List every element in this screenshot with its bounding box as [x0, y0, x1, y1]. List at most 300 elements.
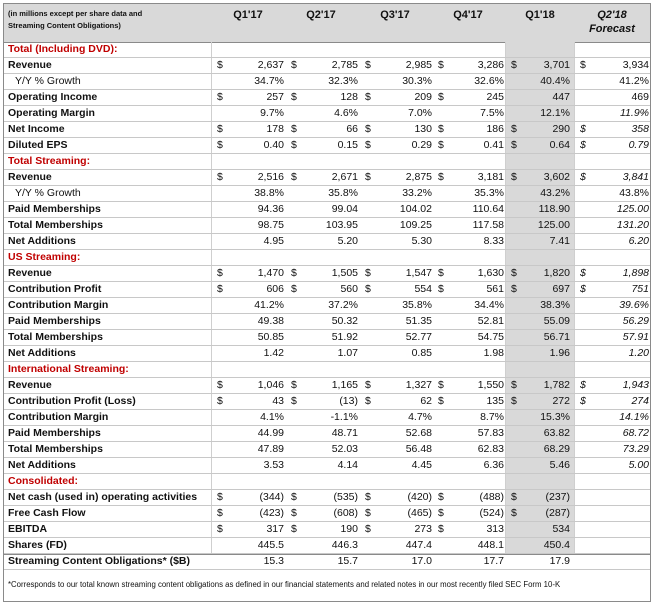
currency-sign: $	[438, 379, 444, 391]
row-label: Contribution Profit (Loss)	[8, 395, 136, 407]
units-note	[8, 8, 208, 32]
table-cell: 0.29	[411, 139, 432, 151]
currency-sign: $	[291, 267, 297, 279]
currency-sign: $	[511, 379, 517, 391]
table-row	[4, 378, 650, 394]
table-cell: 447.4	[405, 539, 432, 551]
col-header-forecast	[576, 8, 648, 36]
table-cell: 51.92	[331, 331, 358, 343]
row-label: Free Cash Flow	[8, 507, 86, 519]
section-label: Total Streaming:	[8, 155, 91, 167]
table-cell: 33.2%	[402, 187, 432, 199]
table-row	[4, 202, 650, 218]
table-cell: 0.40	[263, 139, 284, 151]
col-header-q2-17: Q2'17	[306, 9, 336, 21]
table-cell: 7.0%	[408, 107, 432, 119]
currency-sign: $	[580, 59, 586, 71]
table-cell: 4.95	[263, 235, 284, 247]
table-cell: 3,181	[477, 171, 504, 183]
table-cell: 32.6%	[474, 75, 504, 87]
table-cell: 1,782	[543, 379, 570, 391]
currency-sign: $	[291, 491, 297, 503]
currency-sign: $	[438, 171, 444, 183]
table-cell: 290	[552, 123, 570, 135]
currency-sign: $	[291, 171, 297, 183]
currency-sign: $	[291, 59, 297, 71]
table-row	[4, 122, 650, 138]
table-cell: 131.20	[616, 219, 649, 231]
table-cell: 34.4%	[474, 299, 504, 311]
table-cell: 35.3%	[474, 187, 504, 199]
table-cell: 47.89	[257, 443, 284, 455]
row-label: Net cash (used in) operating activities	[8, 491, 198, 503]
row-label: Contribution Profit	[8, 283, 102, 295]
table-cell: 2,516	[257, 171, 284, 183]
currency-sign: $	[291, 123, 297, 135]
row-label: Total Memberships	[8, 331, 103, 343]
currency-sign: $	[438, 59, 444, 71]
table-cell: 1,943	[622, 379, 649, 391]
table-cell: 32.3%	[328, 75, 358, 87]
table-cell: 5.30	[411, 235, 432, 247]
table-row	[4, 90, 650, 106]
table-cell: 190	[340, 523, 358, 535]
currency-sign: $	[580, 395, 586, 407]
table-cell: 43.8%	[619, 187, 649, 199]
table-row	[4, 330, 650, 346]
table-row	[4, 442, 650, 458]
col-header-q4-17: Q4'17	[453, 9, 483, 21]
table-cell: 125.00	[537, 219, 570, 231]
table-cell: -1.1%	[330, 411, 358, 423]
table-cell: 50.85	[257, 331, 284, 343]
currency-sign: $	[217, 91, 223, 103]
table-row	[4, 410, 650, 426]
table-cell: 118.90	[538, 203, 570, 215]
row-label: Contribution Margin	[8, 299, 109, 311]
table-cell: 245	[486, 91, 504, 103]
section-label: Total (Including DVD):	[8, 43, 118, 55]
table-cell: 5.46	[549, 459, 570, 471]
table-cell: 48.71	[331, 427, 358, 439]
currency-sign: $	[580, 283, 586, 295]
currency-sign: $	[511, 123, 517, 135]
section-label: Consolidated:	[8, 475, 78, 487]
table-cell: 38.3%	[540, 299, 570, 311]
units-note-line1: (in millions except per share data and	[8, 9, 143, 18]
table-cell: 1,505	[331, 267, 358, 279]
table-row	[4, 298, 650, 314]
table-cell: 37.2%	[328, 299, 358, 311]
row-label: Operating Margin	[8, 107, 95, 119]
table-cell: 3,286	[477, 59, 504, 71]
currency-sign: $	[438, 507, 444, 519]
footnote	[4, 554, 650, 602]
table-cell: 4.14	[337, 459, 358, 471]
table-row	[4, 74, 650, 90]
table-row	[4, 314, 650, 330]
table-cell: (488)	[479, 491, 504, 503]
table-cell: 8.7%	[480, 411, 504, 423]
table-cell: 52.77	[405, 331, 432, 343]
table-cell: 447	[552, 91, 570, 103]
table-cell: 1,165	[331, 379, 358, 391]
table-cell: 272	[552, 395, 570, 407]
table-cell: 1.42	[263, 347, 284, 359]
currency-sign: $	[217, 283, 223, 295]
currency-sign: $	[580, 171, 586, 183]
table-cell: 109.25	[399, 219, 432, 231]
currency-sign: $	[580, 139, 586, 151]
row-label: Net Income	[8, 123, 65, 135]
row-label: Paid Memberships	[8, 203, 101, 215]
currency-sign: $	[291, 379, 297, 391]
table-cell: 8.33	[483, 235, 504, 247]
currency-sign: $	[438, 395, 444, 407]
currency-sign: $	[217, 507, 223, 519]
table-cell: 257	[266, 91, 284, 103]
table-cell: 34.7%	[254, 75, 284, 87]
table-row	[4, 394, 650, 410]
table-cell: 1,547	[405, 267, 432, 279]
table-cell: 17.9	[549, 555, 570, 567]
currency-sign: $	[365, 171, 371, 183]
table-cell: (237)	[545, 491, 570, 503]
row-label: EBITDA	[8, 523, 48, 535]
currency-sign: $	[511, 283, 517, 295]
table-cell: 1,327	[405, 379, 432, 391]
table-cell: 50.32	[331, 315, 358, 327]
table-cell: 51.35	[405, 315, 432, 327]
table-cell: 3,701	[543, 59, 570, 71]
currency-sign: $	[511, 507, 517, 519]
table-row	[4, 346, 650, 362]
table-cell: 2,671	[331, 171, 358, 183]
currency-sign: $	[365, 491, 371, 503]
row-label: Total Memberships	[8, 443, 103, 455]
row-label: Streaming Content Obligations* ($B)	[8, 555, 191, 567]
table-cell: 1.20	[628, 347, 649, 359]
table-cell: 1,898	[622, 267, 649, 279]
currency-sign: $	[217, 395, 223, 407]
currency-sign: $	[438, 91, 444, 103]
table-row	[4, 234, 650, 250]
currency-sign: $	[217, 267, 223, 279]
table-cell: 130	[414, 123, 432, 135]
row-label: Y/Y % Growth	[15, 187, 81, 199]
currency-sign: $	[580, 267, 586, 279]
table-cell: 450.4	[543, 539, 570, 551]
currency-sign: $	[511, 395, 517, 407]
table-cell: 125.00	[616, 203, 649, 215]
table-cell: 1.98	[483, 347, 504, 359]
table-cell: 6.36	[483, 459, 504, 471]
table-row	[4, 106, 650, 122]
table-cell: 52.68	[405, 427, 432, 439]
row-label: Diluted EPS	[8, 139, 68, 151]
currency-sign: $	[511, 139, 517, 151]
table-row	[4, 458, 650, 474]
table-cell: 62.83	[477, 443, 504, 455]
table-cell: 66	[346, 123, 358, 135]
currency-sign: $	[438, 123, 444, 135]
table-cell: 446.3	[331, 539, 358, 551]
table-cell: 1,820	[543, 267, 570, 279]
table-cell: 4.6%	[334, 107, 358, 119]
table-cell: 2,985	[405, 59, 432, 71]
row-label: Contribution Margin	[8, 411, 109, 423]
currency-sign: $	[291, 283, 297, 295]
row-label: Y/Y % Growth	[15, 75, 81, 87]
currency-sign: $	[291, 507, 297, 519]
table-cell: 3,841	[622, 171, 649, 183]
col-header-q1-17: Q1'17	[233, 9, 263, 21]
currency-sign: $	[365, 379, 371, 391]
currency-sign: $	[365, 123, 371, 135]
table-cell: 15.3	[263, 555, 284, 567]
table-cell: 14.1%	[619, 411, 649, 423]
table-row	[4, 138, 650, 154]
row-label: Revenue	[8, 267, 52, 279]
table-cell: 606	[266, 283, 284, 295]
section-header-row	[4, 42, 650, 58]
table-cell: 128	[340, 91, 358, 103]
currency-sign: $	[365, 523, 371, 535]
table-cell: 534	[552, 523, 570, 535]
currency-sign: $	[291, 395, 297, 407]
currency-sign: $	[438, 267, 444, 279]
row-label: Net Additions	[8, 459, 76, 471]
table-cell: 55.09	[543, 315, 570, 327]
table-cell: 43.2%	[540, 187, 570, 199]
row-label: Shares (FD)	[8, 539, 67, 551]
table-cell: 11.9%	[620, 107, 649, 119]
table-cell: 1,550	[477, 379, 504, 391]
currency-sign: $	[217, 379, 223, 391]
table-cell: 56.48	[405, 443, 432, 455]
table-cell: 40.4%	[540, 75, 570, 87]
table-cell: 6.20	[628, 235, 649, 247]
table-cell: 186	[486, 123, 504, 135]
table-cell: 2,637	[257, 59, 284, 71]
currency-sign: $	[511, 491, 517, 503]
table-cell: 178	[266, 123, 284, 135]
table-cell: 3,602	[543, 171, 570, 183]
section-header-row	[4, 250, 650, 266]
currency-sign: $	[365, 395, 371, 407]
table-cell: 103.95	[325, 219, 358, 231]
table-cell: 4.45	[411, 459, 432, 471]
table-cell: 73.29	[622, 443, 649, 455]
table-cell: 697	[552, 283, 570, 295]
currency-sign: $	[217, 139, 223, 151]
table-cell: 2,785	[331, 59, 358, 71]
table-cell: 30.3%	[402, 75, 432, 87]
table-cell: 0.85	[411, 347, 432, 359]
table-cell: 209	[414, 91, 432, 103]
table-cell: 62	[420, 395, 432, 407]
table-cell: 554	[414, 283, 432, 295]
table-cell: 56.71	[543, 331, 570, 343]
table-cell: 0.41	[483, 139, 504, 151]
table-cell: 52.03	[331, 443, 358, 455]
table-cell: 358	[631, 123, 649, 135]
table-cell: 15.3%	[540, 411, 570, 423]
table-cell: 35.8%	[402, 299, 432, 311]
table-cell: 44.99	[257, 427, 284, 439]
section-label: International Streaming:	[8, 363, 129, 375]
currency-sign: $	[365, 507, 371, 519]
forecast-label: Forecast	[589, 23, 635, 35]
section-label: US Streaming:	[8, 251, 81, 263]
table-cell: 1.07	[337, 347, 358, 359]
table-cell: 104.02	[399, 203, 432, 215]
table-cell: 17.0	[411, 555, 432, 567]
table-cell: (535)	[333, 491, 358, 503]
table-cell: 63.82	[543, 427, 570, 439]
table-cell: 54.75	[477, 331, 504, 343]
table-row	[4, 282, 650, 298]
table-cell: 0.79	[628, 139, 649, 151]
currency-sign: $	[365, 139, 371, 151]
forecast-quarter: Q2'18	[597, 9, 627, 21]
table-cell: 5.00	[628, 459, 649, 471]
table-header	[4, 4, 650, 43]
col-header-q3-17: Q3'17	[380, 9, 410, 21]
row-label: Net Additions	[8, 347, 76, 359]
table-cell: (608)	[333, 507, 358, 519]
currency-sign: $	[365, 267, 371, 279]
currency-sign: $	[511, 171, 517, 183]
table-cell: 38.8%	[254, 187, 284, 199]
table-cell: (524)	[479, 507, 504, 519]
table-cell: 445.5	[257, 539, 284, 551]
table-cell: 52.81	[477, 315, 504, 327]
table-cell: 1.96	[549, 347, 570, 359]
currency-sign: $	[217, 123, 223, 135]
col-header-q1-18: Q1'18	[525, 9, 555, 21]
table-cell: 15.7	[337, 555, 358, 567]
currency-sign: $	[511, 267, 517, 279]
table-cell: 7.41	[549, 235, 570, 247]
table-cell: (465)	[407, 507, 432, 519]
section-header-row	[4, 154, 650, 170]
footnote-text: *Corresponds to our total known streaming content obligations as defined in our financial statements and related notes in our most recently filed SEC Form 10-K	[8, 580, 561, 589]
table-cell: 39.6%	[619, 299, 649, 311]
table-cell: 3,934	[622, 59, 649, 71]
table-row	[4, 170, 650, 186]
table-cell: (420)	[407, 491, 432, 503]
row-label: Revenue	[8, 59, 52, 71]
row-label: Paid Memberships	[8, 315, 101, 327]
table-cell: 317	[266, 523, 284, 535]
row-label: Revenue	[8, 171, 52, 183]
currency-sign: $	[438, 523, 444, 535]
table-cell: (423)	[259, 507, 284, 519]
currency-sign: $	[291, 523, 297, 535]
currency-sign: $	[438, 491, 444, 503]
currency-sign: $	[217, 523, 223, 535]
currency-sign: $	[365, 283, 371, 295]
table-row	[4, 426, 650, 442]
table-cell: 0.64	[549, 139, 570, 151]
row-label: Net Additions	[8, 235, 76, 247]
row-label: Total Memberships	[8, 219, 103, 231]
table-cell: 56.29	[622, 315, 649, 327]
table-cell: 68.29	[543, 443, 570, 455]
table-cell: 17.7	[483, 555, 504, 567]
currency-sign: $	[217, 59, 223, 71]
table-row	[4, 186, 650, 202]
financial-table	[3, 3, 651, 602]
currency-sign: $	[365, 59, 371, 71]
table-cell: 751	[631, 283, 649, 295]
table-cell: 43	[272, 395, 284, 407]
table-row	[4, 522, 650, 538]
currency-sign: $	[580, 379, 586, 391]
table-cell: 68.72	[622, 427, 649, 439]
currency-sign: $	[291, 91, 297, 103]
table-cell: 313	[486, 523, 504, 535]
table-cell: 0.15	[337, 139, 358, 151]
currency-sign: $	[217, 171, 223, 183]
table-cell: 41.2%	[254, 299, 284, 311]
table-cell: 35.8%	[328, 187, 358, 199]
table-row	[4, 58, 650, 74]
table-cell: 41.2%	[619, 75, 649, 87]
table-cell: 1,046	[257, 379, 284, 391]
table-cell: 273	[414, 523, 432, 535]
table-row	[4, 266, 650, 282]
row-label: Paid Memberships	[8, 427, 101, 439]
table-cell: 4.1%	[260, 411, 284, 423]
currency-sign: $	[511, 59, 517, 71]
units-note-line2: Streaming Content Obligations)	[8, 21, 121, 30]
table-cell: 7.5%	[480, 107, 504, 119]
table-cell: (287)	[545, 507, 570, 519]
table-cell: 4.7%	[408, 411, 432, 423]
table-cell: 1,630	[477, 267, 504, 279]
currency-sign: $	[365, 91, 371, 103]
table-cell: 448.1	[477, 539, 504, 551]
table-cell: 49.38	[257, 315, 284, 327]
table-cell: 110.64	[472, 203, 504, 215]
table-cell: 9.7%	[260, 107, 284, 119]
table-cell: 1,470	[257, 267, 284, 279]
table-cell: 3.53	[263, 459, 284, 471]
table-cell: 469	[631, 91, 649, 103]
currency-sign: $	[291, 139, 297, 151]
table-cell: 117.58	[472, 219, 504, 231]
table-row	[4, 538, 650, 554]
currency-sign: $	[580, 123, 586, 135]
table-cell: (344)	[259, 491, 284, 503]
table-row	[4, 218, 650, 234]
section-header-row	[4, 474, 650, 490]
row-label: Operating Income	[8, 91, 98, 103]
table-cell: 99.04	[331, 203, 358, 215]
table-cell: 57.83	[477, 427, 504, 439]
table-cell: 135	[486, 395, 504, 407]
table-row	[4, 506, 650, 522]
table-cell: 560	[340, 283, 358, 295]
table-cell: 57.91	[622, 331, 649, 343]
table-row	[4, 490, 650, 506]
table-cell: 2,875	[405, 171, 432, 183]
row-label: Revenue	[8, 379, 52, 391]
table-cell: 561	[486, 283, 504, 295]
table-cell: 94.36	[257, 203, 284, 215]
